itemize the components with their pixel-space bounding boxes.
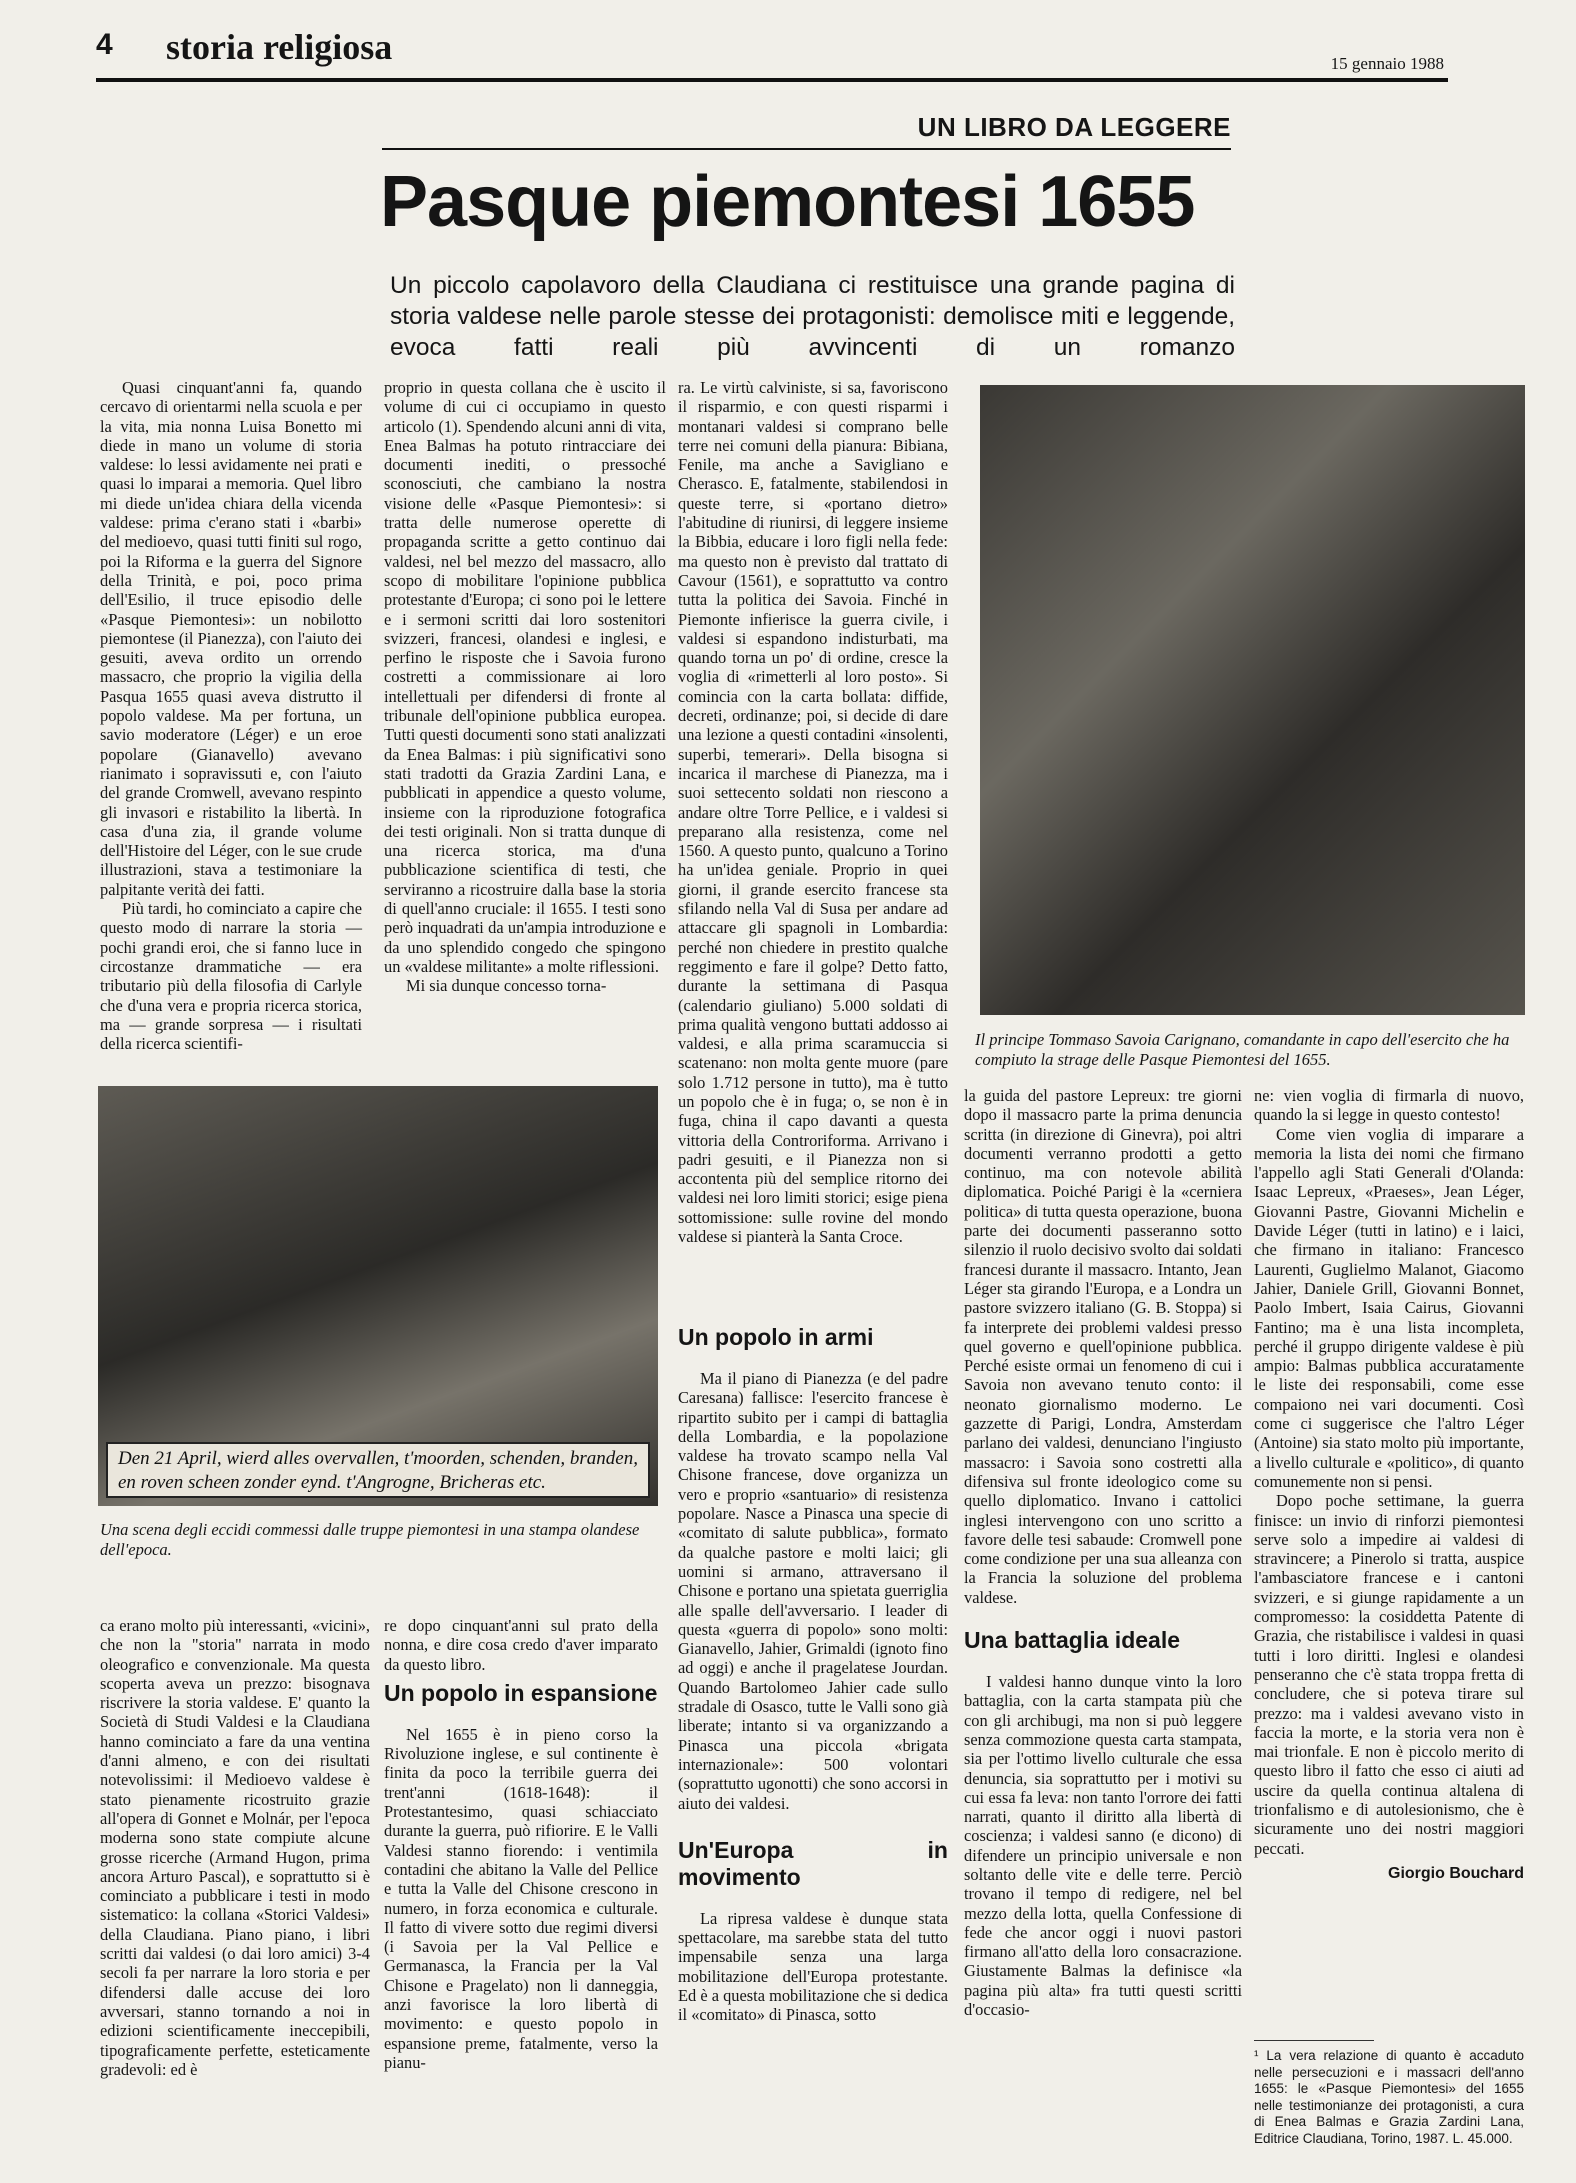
paragraph: re dopo cinquant'anni sul prato della nonna, e dire cosa credo d'aver imparato da questo libro.: [384, 1616, 658, 1674]
paragraph: ra. Le virtù calviniste, si sa, favoriscono il risparmio, e con questi risparmi i montanari valdesi si comprano belle terre nei comuni della pianura: Bibiana, Fenile, ma anche a Savigliano e Cherasco. E, fatalmente, stabilendosi in queste terre, si «portano dietro» l'abitudine di riunirsi, di leggere insieme la Bibbia, educare i loro figli nella fede: ma questo non è previsto dal trattato di Cavour (1561), e soprattutto va contro tutta la politica dei Savoia. Finché in Piemonte infierisce la guerra civile, i valdesi si espandono indisturbati, ma quando torna un po' di ordine, cresce la voglia di «rimetterli al loro posto». Si comincia con la carta bollata: diffide, decreti, ordinanze; poi, si decide di dare una lezione a questi contadini «insolenti, superbi, temerari». Della bisogna si incarica il marchese di Pianezza, ma i suoi settecento soldati non riescono a andare oltre Torre Pellice, e i valdesi si preparano alla resistenza, come nel 1560. A questo punto, qualcuno a Torino ha un'idea geniale. Proprio in quei giorni, il grande esercito francese sta sfilando nella Val di Susa per andare ad attaccare gli spagnoli in Lombardia: perché non chiedere in prestito qualche reggimento e fare il golpe? Detto fatto, durante la settimana di Pasqua (calendario giuliano) 5.000 soldati di prima qualità vengono buttati addosso ai valdesi, e alla prima scaramuccia si scatenano: non molta gente muore (pare solo 1.712 persone in tutto), ma è tutto un popolo che è in fuga; o, se non è in fuga, china il capo davanti a questa vittoria della Controriforma. Arrivano i padri gesuiti, e il Pianezza non si accontenta più del semplice ritorno dei valdesi nei loro limiti storici; esige piena sottomissione: sulle rovine del mondo valdese si pianterà la Santa Croce.: [678, 378, 948, 1247]
column-1: [100, 378, 362, 1053]
paragraph: I valdesi hanno dunque vinto la loro battaglia, con la carta stampata più che con gli archibugi, ma non si può leggere senza commozione questa carta stampata, sia per l'ottimo livello culturale che essa denuncia, sia soprattutto per i motivi su cui essa fa leva: non tanto l'orrore dei fatti narrati, quanto il diritto alla libertà di coscienza; i valdesi sanno (e dicono) di difendere un principio universale e non soltanto delle vite e delle terre. Perciò trovano il tempo di redigere, nel bel mezzo della lotta, quella Confessione di fede che ancor oggi i nuovi pastori firmano all'atto della loro consacrazione. Giustamente Balmas la definisce «la pagina più alta» fra tutti questi scritti d'occasio-: [964, 1672, 1242, 2020]
column-5: [1254, 1086, 1524, 1883]
paragraph: ca erano molto più interessanti, «vicini», che non la "storia" narrata in modo oleografico e convenzionale. Ma questa scoperta aveva un prezzo: bisognava riscrivere la storia valdese. E' quanto la Società di Studi Valdesi e la Claudiana hanno cominciato a fare da una ventina d'anni almeno, e con dei risultati notevolissimi: il Medioevo valdese è stato pienamente ricostruito grazie all'opera di Gonnet e Molnár, per l'epoca moderna sono state compiute alcune grosse ricerche (Armand Hugon, prima ancora Arturo Pascal), e soprattutto si è cominciato a pubblicare i testi in modo sistematico: la collana «Storici Valdesi» della Claudiana. Piano piano, i libri scritti dai valdesi (o dai loro amici) 3-4 secoli fa per narrare la loro storia e per difendersi dalle accuse dei loro avversari, stanno tornando a noi in edizioni scientificamente ineccepibili, tipograficamente perfette, esteticamente gradevoli: ed è: [100, 1616, 370, 2079]
kicker: UN LIBRO DA LEGGERE: [917, 112, 1231, 142]
footnote-rule: [1254, 2040, 1374, 2041]
deck: Un piccolo capolavoro della Claudiana ci restituisce una grande pagina di storia valdese nelle parole stesse dei protagonisti: demolisce miti e leggende, evoca fatti reali più avvincenti di un romanzo: [390, 272, 1235, 361]
paragraph: Quasi cinquant'anni fa, quando cercavo di orientarmi nella scuola e per la vita, mia nonna Luisa Bonetto mi diede in mano un volume di storia valdese: lo lessi avidamente nei prati e quasi lo imparai a memoria. Quel libro mi diede un'idea chiara della vicenda valdese: prima c'erano stati i «barbi» del medioevo, quasi tutti finiti sul rogo, poi la Riforma e la guerra del Signore della Trinità, e poi, poco prima dell'Esilio, il truce episodio delle «Pasque Piemontesi»: un nobilotto piemontese (il Pianezza), con l'aiuto dei gesuiti, aveva ordito un orrendo massacro, che proprio la vigilia della Pasqua 1655 quasi aveva distrutto il popolo valdese. Ma per fortuna, un savio moderatore (Léger) e un eroe popolare (Gianavello) avevano rianimato i sopravissuti e, con l'aiuto del grande Cromwell, avevano respinto gli invasori e ristabilito la libertà. In casa d'una zia, il grande volume dell'Histoire del Léger, con le sue crude illustrazioni, stava a testimoniare la palpitante verità dei fatti.: [100, 378, 362, 899]
engraving-inscription: Den 21 April, wierd alles overvallen, t'moorden, schenden, branden, en roven scheen zonder eynd. t'Angrogne, Bricheras etc.: [106, 1442, 650, 1498]
paragraph: Ma il piano di Pianezza (e del padre Caresana) fallisce: l'esercito francese è ripartito subito per i campi di battaglia della Lombardia, e la popolazione valdese ha trovato scampo nella Val Chisone francese, dove organizza un vero e proprio «santuario» di resistenza popolare. Nasce a Pinasca una specie di «comitato di salute pubblica», formato da qualche pastore e molti laici; gli uomini si armano, attraversano il Chisone e portano una spietata guerriglia alle spalle dell'avversario. I leader di questa «guerra di popolo» sono molti: Gianavello, Jahier, Grimaldi (ignoto fino ad oggi) e anche il pragelatese Jourdan. Quando Bartolomeo Jahier cade sullo stradale di Osasco, tutte le Valli sono già liberate; intanto si va organizzando a Pinasca una piccola «brigata internazionale»: 500 volontari (soprattutto ugonotti) che sono accorsi in aiuto dei valdesi.: [678, 1369, 948, 1813]
kicker-rule: [382, 148, 1231, 150]
column-3-lower: [678, 1318, 948, 2025]
subhead-espansione: Un popolo in espansione: [384, 1679, 658, 1706]
masthead-rule: [96, 78, 1448, 82]
subhead-battaglia: Una battaglia ideale: [964, 1627, 1181, 1654]
footnote: ¹ La vera relazione di quanto è accaduto nelle persecuzioni e i massacri dell'anno 1655: le «Pasque Piemontesi» del 1655 nelle testimonianze dei protagonisti, a cura di Enea Balmas e Grazia Zardini Lana, Editrice Claudiana, Torino, 1987. L. 45.000.: [1254, 2048, 1524, 2146]
column-1-lower: [100, 1616, 370, 2079]
column-2-lower: [384, 1616, 658, 2072]
portrait-caption: Il principe Tommaso Savoia Carignano, comandante in capo dell'esercito che ha compiuto la strage delle Pasque Piemontesi del 1655.: [975, 1030, 1510, 1069]
paragraph: Nel 1655 è in pieno corso la Rivoluzione inglese, e sul continente è finita da poco la terribile guerra dei trent'anni (1618-1648): il Protestantesimo, quasi schiacciato durante la guerra, può rifiorire. E le Valli Valdesi stanno fiorendo: i ventimila contadini che abitano la Valle del Pellice e tutta la Valle del Chisone crescono in numero, in forza economica e culturale. Il fatto di vivere sotto due regimi diversi (i Savoia per la Val Pellice e Germanasca, la Francia per la Val Chisone e Pragelato) non li danneggia, anzi favorisce la loro libertà di movimento: e questo popolo in espansione preme, fatalmente, verso la pianu-: [384, 1724, 658, 2072]
column-3: [678, 378, 948, 1246]
portrait-image: [980, 385, 1525, 1015]
subhead-armi: Un popolo in armi: [678, 1324, 874, 1350]
section-title: storia religiosa: [166, 27, 393, 67]
subhead-europa: Un'Europa in movimento: [678, 1836, 948, 1890]
paragraph: Come vien voglia di imparare a memoria la lista dei nomi che firmano l'appello agli Stati Generali d'Olanda: Isaac Lepreux, «Praeses», Jean Léger, Giovanni Pastre, Giovanni Michelin e Davide Léger (tutti in latino) e i laici, che firmano in italiano: Francesco Laurenti, Guglielmo Malanot, Giacomo Jahier, Daniele Grill, Giovanni Bonnet, Paolo Imbert, Isaia Cairus, Giovanni Fantino; ma è una lista incompleta, perché il gruppo dirigente valdese è più ampio: Balmas pubblica accuratamente le liste dei responsabili, come esse compaiono nei vari documenti. Così come ci suggerisce che l'altro Léger (Antoine) sia stato molto più importante, a livello culturale e «politico», di quanto comunemente non si pensi.: [1254, 1124, 1524, 1491]
paragraph: Mi sia dunque concesso torna-: [406, 976, 607, 996]
paragraph: la guida del pastore Lepreux: tre giorni dopo il massacro parte la prima denuncia scritta (in direzione di Ginevra), poi altri documenti verranno prodotti a getto continuo, ma con notevole abilità diplomatica. Poiché Parigi è la «cerniera politica» di tutta questa operazione, buona parte dei documenti passeranno sotto silenzio il ruolo decisivo svolto dai soldati francesi durante il massacro. Intanto, Jean Léger sta girando l'Europa, e a Londra un pastore svizzero italiano (G. B. Stoppa) si fa interprete dei problemi valdesi presso quel governo e quell'opinione pubblica. Perché esiste ormai un fenomeno di cui i Savoia non avevano tenuto conto: il neonato giornalismo moderno. Le gazzette di Parigi, Londra, Amsterdam parlano dei valdesi, denunciano l'ingiusto massacro: i Savoia sono costretti alla difensiva sul fronte ideologico come su quello diplomatico. Invano i cattolici inglesi intervengono con uno scritto a favore delle tesi sabaude: Cromwell pone come condizione per una sua alleanza con la Francia la soluzione del problema valdese.: [964, 1086, 1242, 1607]
page-number: 4: [96, 28, 113, 61]
headline: Pasque piemontesi 1655: [380, 162, 1195, 242]
engraving-image: [98, 1086, 658, 1506]
paragraph: Più tardi, ho cominciato a capire che questo modo di narrare la storia — pochi grandi eroi, che si fanno luce in circostanze drammatiche — era tributario più della filosofia di Carlyle che d'una vera e propria ricerca storica, ma — grande sorpresa — i risultati della ricerca scientifi-: [100, 899, 362, 1054]
paragraph: La ripresa valdese è dunque stata spettacolare, ma sarebbe stata del tutto impensabile senza una larga mobilitazione dell'Europa protestante. Ed è a questa mobilitazione che si dedica il «comitato» di Pinasca, sotto: [678, 1908, 948, 2025]
column-2: [384, 378, 666, 996]
author-signature: Giorgio Bouchard: [1388, 1864, 1524, 1882]
column-4: [964, 1086, 1242, 2019]
engraving-caption: Una scena degli eccidi commessi dalle truppe piemontesi in una stampa olandese dell'epoca.: [100, 1520, 640, 1559]
paragraph: proprio in questa collana che è uscito il volume di cui ci occupiamo in questo articolo (1). Spendendo alcuni anni di vita, Enea Balmas ha potuto rintracciare dei documenti inediti, o pressoché sconosciuti, che cambiano la nostra visione delle «Pasque Piemontesi»: si tratta delle numerose operette di propaganda scritte a getto continuo dai valdesi, nel bel mezzo del massacro, allo scopo di mobilitare l'opinione pubblica protestante d'Europa; ci sono poi le lettere e i sermoni scritti dai loro sostenitori svizzeri, francesi, olandesi e inglesi, e perfino le risposte che i Savoia furono costretti a commissionare ai loro intellettuali per difendersi di fronte al tribunale dell'opinione pubblica europea. Tutti questi documenti sono stati analizzati da Enea Balmas: i più significativi sono stati tradotti da Grazia Zardini Lana, e pubblicati in appendice a questo volume, insieme con la riproduzione fotografica dei testi originali. Non si tratta dunque di una ricerca storica, ma d'una pubblicazione scientifica di testi, che serviranno a ricostruire dalla base la storia di quell'anno cruciale: il 1655. I testi sono però inquadrati da un'ampia introduzione e da uno splendido congedo che spingono un «valdese militante» a molte riflessioni.: [384, 378, 666, 976]
issue-date: 15 gennaio 1988: [1330, 54, 1444, 73]
paragraph: ne: vien voglia di firmarla di nuovo, quando la si legge in questo contesto!: [1254, 1086, 1524, 1125]
paragraph: Dopo poche settimane, la guerra finisce: un invio di rinforzi piemontesi serve solo a impedire ai valdesi di stravincere; a Pinerolo si tratta, auspice l'ambasciatore francese e i cantoni svizzeri, e si giunge rapidamente a un compromesso: la cosiddetta Patente di Grazia, che ristabilisce i valdesi in quasi tutti i loro diritti. Inglesi e olandesi penseranno che c'è stata troppa fretta di concludere, che si poteva tirare sul prezzo: ma i valdesi avevano visto in faccia la morte, e la storia vera non è mai trionfale. E non è piccolo merito di questo libro il fatto che esso ci aiuti ad uscire da quella continua altalena di trionfalismo e di autolesionismo, che è sicuramente uno dei nostri maggiori peccati.: [1254, 1491, 1524, 1858]
